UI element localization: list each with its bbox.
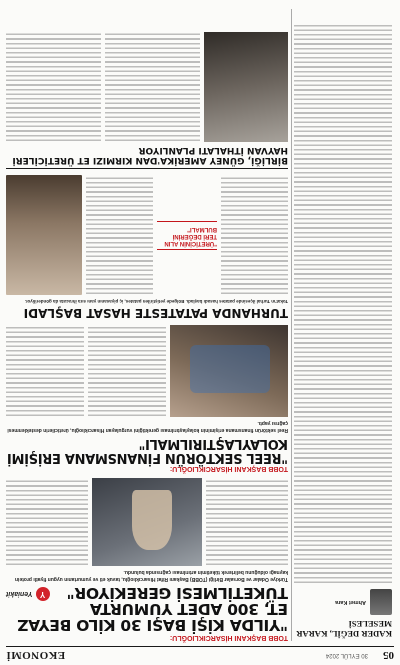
story4-text-2 (6, 33, 101, 143)
story2-text (88, 325, 166, 417)
story3-pull-quote: "ÜRETİCİNİN ALIN TERİ DEĞERİNİ BULMALI" (157, 221, 217, 250)
column-body-text (294, 24, 392, 584)
story2-body (6, 325, 288, 417)
story4-body (6, 33, 288, 143)
story2-kicker: TOBB BAŞKANI HİSARCIKLIOĞLU: (169, 465, 288, 472)
brand-mark (6, 587, 50, 601)
story1-headline: "YILDA KİŞİ BAŞI 30 KİLO BEYAZ ET, 300 ADET YUMURTA TÜKETİLMESİ GEREKİYOR" (17, 584, 288, 634)
story3-text (221, 176, 288, 296)
story3-photo (6, 176, 82, 296)
story4-photo (204, 33, 288, 143)
story4-text (105, 33, 200, 143)
story1-body (6, 478, 288, 566)
story2-photo (170, 325, 288, 417)
story2-deck: Reel sektörün finansmana erişiminin kolaylaştırılması gerektiğini vurgulayan Hisarcıklıoğlu, üreticilerin desteklenmesi çağrısı yaptı. (7, 420, 288, 433)
story1-text-2 (6, 478, 88, 566)
story3-text-2 (86, 176, 153, 296)
author-name: Ahmet Kara (335, 599, 366, 605)
brand-name: Yeniakit (6, 590, 33, 598)
story3-body (6, 176, 288, 296)
story2-headline: "REEL SEKTÖRÜN FİNANSMANA ERİŞİMİ KOLAYLAŞTIRILMALI" (7, 436, 288, 465)
story2-text-2 (6, 325, 84, 417)
story-kirmizi-et (6, 33, 288, 170)
story4-headline: BİRLİĞİ, GÜNEY AMERİKA'DAN KIRMIZI ET ÜRETİCİLERİ HAYVAN İTHALATI PLANLIYOR (12, 145, 288, 166)
brand-logo-icon: Y (36, 587, 50, 601)
story-beyaz-et (6, 478, 288, 641)
column-headline: KADER DEĞİL, KARAR MESELESİ (296, 619, 392, 639)
story1-kicker: TOBB BAŞKANI HİSARCIKLIOĞLU: (169, 634, 288, 641)
story1-text (206, 478, 288, 566)
story1-photo (92, 478, 202, 566)
main-stories (6, 33, 288, 644)
story-finansman (6, 325, 288, 472)
page-folio (6, 646, 394, 661)
story3-headline: TURHANDA PATATESTE HASAT BAŞLADI (23, 306, 288, 320)
opinion-column (291, 9, 394, 641)
story3-deck: Tokat'ın Turhal ilçesinde patates hasadı başladı. Bölgede yetiştirilen patates, iç piyasanın yanı sıra ihracata da gönderiliyor. (24, 299, 288, 304)
page-number: 05 (383, 649, 394, 661)
section-title: EKONOMİ (6, 649, 66, 661)
story-patates (6, 176, 288, 320)
issue-date: 30 EYLÜL 2024 (325, 652, 368, 658)
author-photo (370, 589, 392, 615)
author-box (294, 589, 392, 615)
story1-deck: Türkiye Odalar ve Borsalar Birliği (TOBB) Başkanı Rifat Hisarcıklıoğlu, tavuk eti ve yumurtanın uygun fiyatlı protein kaynağı olduğunu belirterek tüketimin artırılması çağrısında bulundu. (14, 569, 288, 582)
